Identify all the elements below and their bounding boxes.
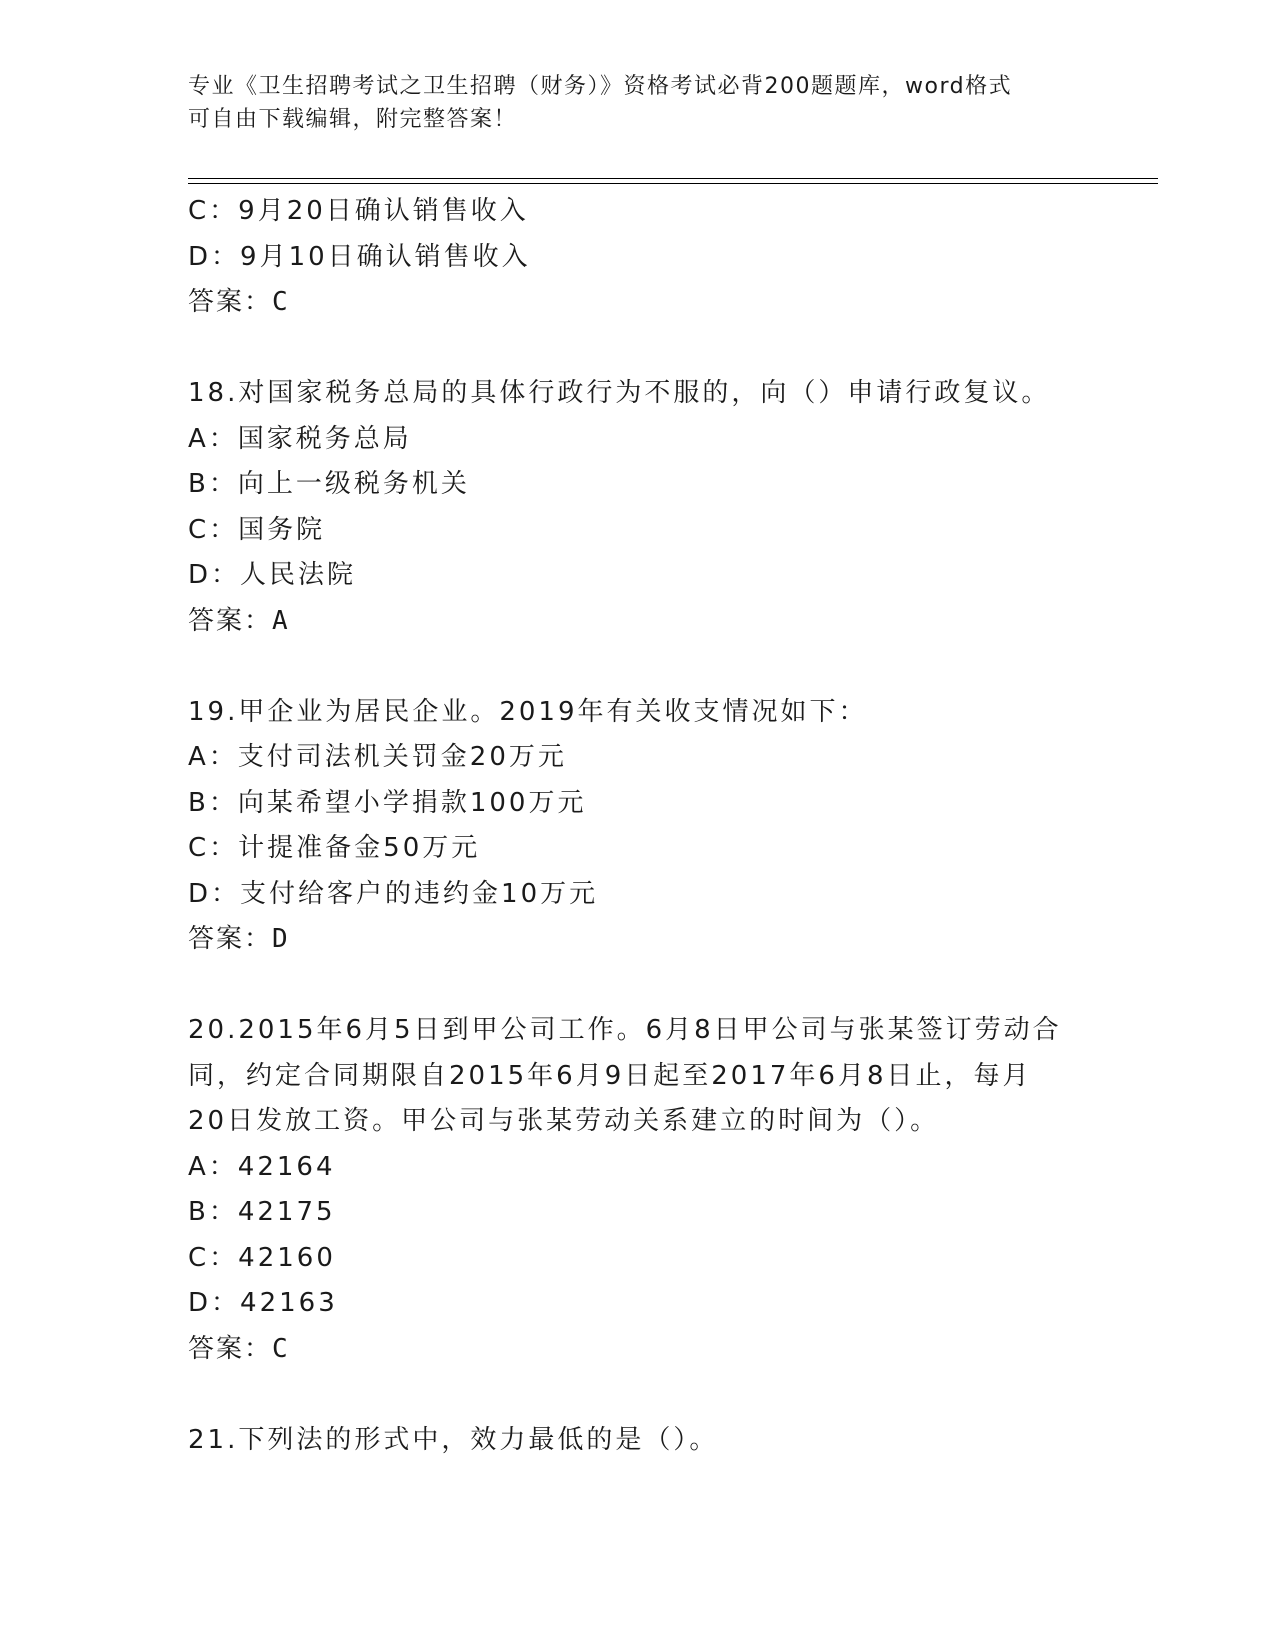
option-d: D：人民法院 [188,560,357,590]
question-17 [188,189,1088,326]
answer: 答案：D [188,924,290,954]
option-c: C：9月20日确认销售收入 [188,196,529,226]
question-list [188,189,1088,1463]
question-20 [188,1008,1088,1372]
header-line-2: 可自由下载编辑，附完整答案！ [188,107,518,132]
header-rule-bottom [188,183,1158,184]
header-rule-top [188,178,1158,179]
question-stem: 18.对国家税务总局的具体行政行为不服的，向（）申请行政复议。 [188,378,1051,408]
question-19 [188,690,1088,963]
question-stem-line-1: 20.2015年6月5日到甲公司工作。6月8日甲公司与张某签订劳动合 [188,1015,1062,1045]
option-a: A：国家税务总局 [188,423,412,454]
option-b: B：42175 [188,1197,336,1227]
option-d: D：42163 [188,1288,338,1318]
question-18 [188,371,1088,644]
option-d: D：9月10日确认销售收入 [188,241,531,272]
option-d: D：支付给客户的违约金10万元 [188,878,599,909]
option-a: A：支付司法机关罚金20万元 [188,742,567,772]
question-stem: 21.下列法的形式中，效力最低的是（）。 [188,1424,719,1455]
question-stem: 19.甲企业为居民企业。2019年有关收支情况如下： [188,696,868,727]
document-header [188,70,1068,136]
answer: 答案：C [188,287,290,317]
option-b: B：向上一级税务机关 [188,469,470,499]
question-stem-line-2: 同，约定合同期限自2015年6月9日起至2017年6月8日止，每月 [188,1060,1032,1091]
option-c: C：国务院 [188,514,326,545]
question-21 [188,1418,1088,1464]
answer: 答案：A [188,605,290,636]
question-stem-line-3: 20日发放工资。甲公司与张某劳动关系建立的时间为（）。 [188,1106,940,1136]
header-line-1: 专业《卫生招聘考试之卫生招聘（财务）》资格考试必背200题题库，word格式 [188,74,1013,99]
option-a: A：42164 [188,1151,336,1182]
answer: 答案：C [188,1333,290,1364]
option-b: B：向某希望小学捐款100万元 [188,787,587,818]
option-c: C：计提准备金50万元 [188,833,481,863]
option-c: C：42160 [188,1242,336,1273]
